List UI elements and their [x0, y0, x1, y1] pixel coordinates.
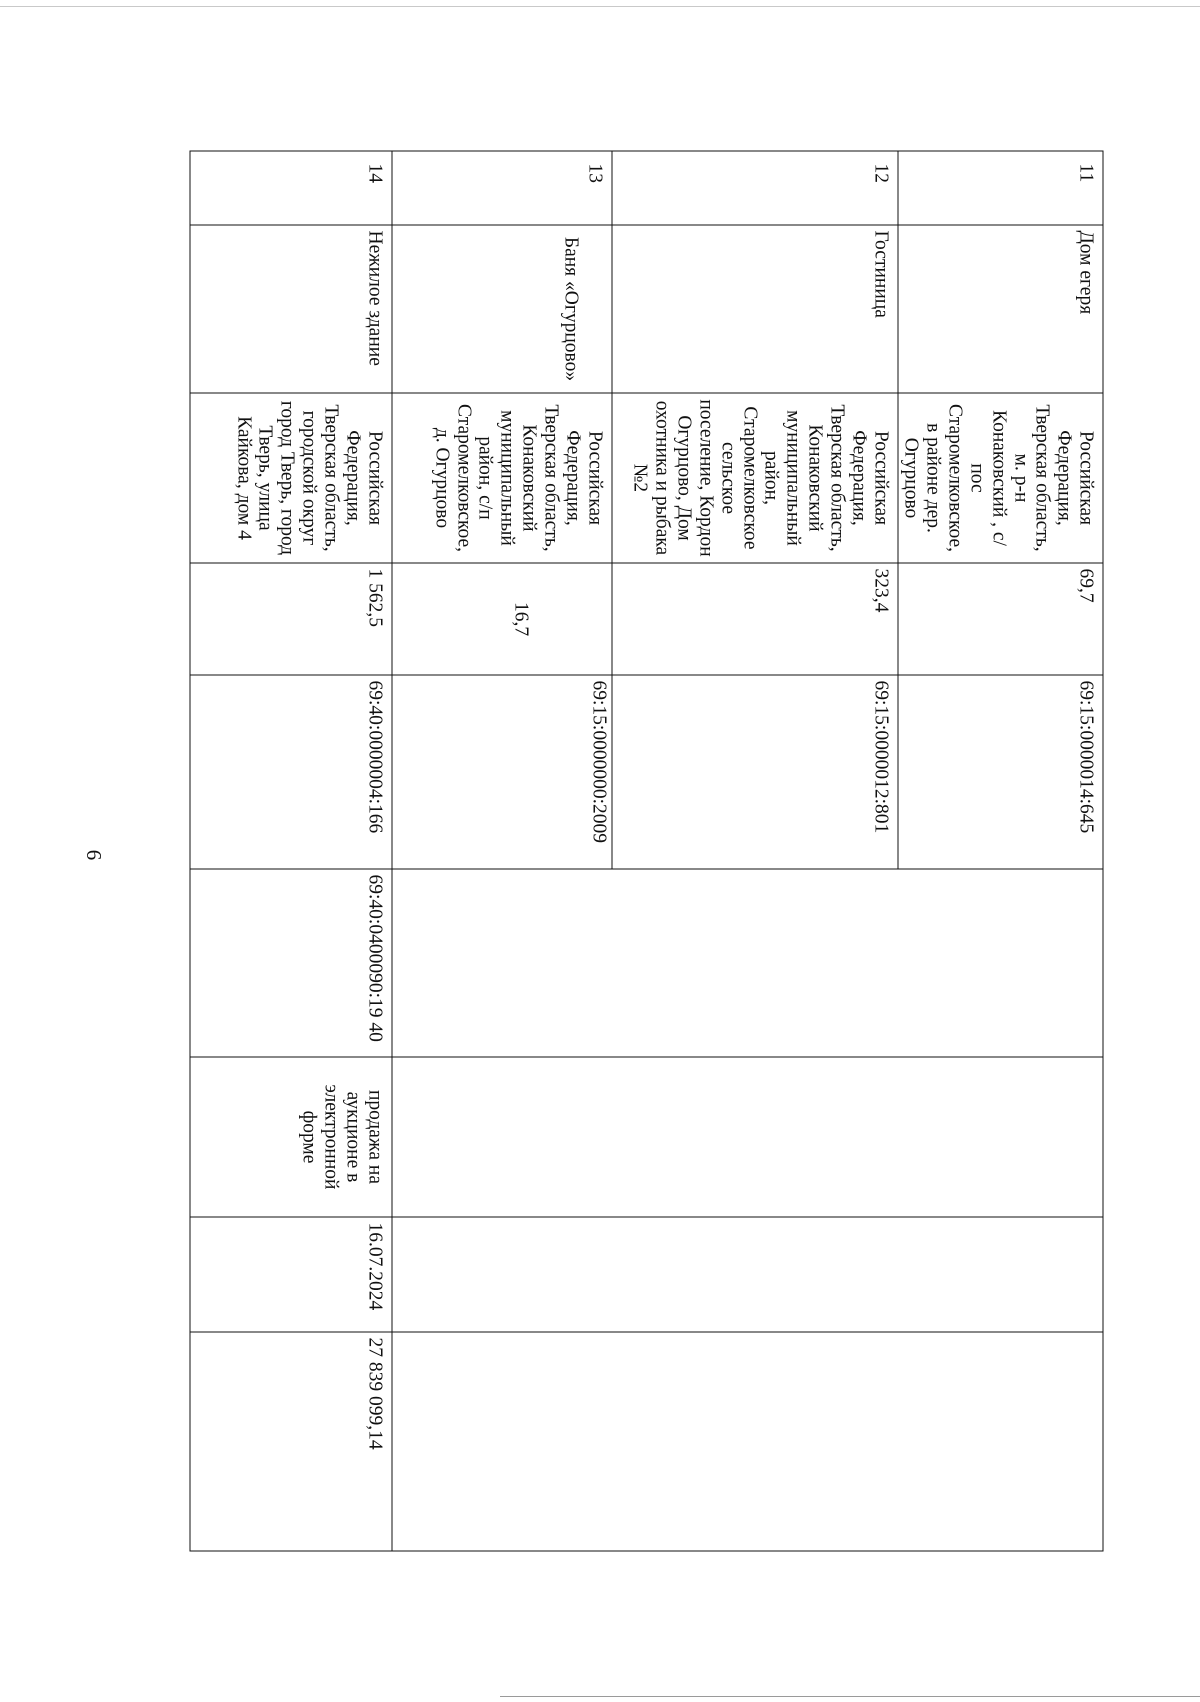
property-table [189, 151, 1103, 1552]
page-number: 6 [82, 849, 106, 861]
object-area: 1 562,5 [190, 563, 392, 675]
land-cadastral-number: 69:40:0400090:19 40 [190, 869, 392, 1057]
object-area: 323,4 [612, 563, 898, 675]
starting-price: 27 839 099,14 [190, 1332, 392, 1551]
cadastral-number: 69:15:0000012:801 [612, 675, 898, 869]
object-address: Российская Федерация, Тверская область, Конаковский муниципальный район, Старомелковское сельское поселение, Кордон Огурцово, Дом охотника и рыбака №2 [612, 393, 898, 563]
object-address: Российская Федерация, Тверская область, Конаковский муниципальный район, с/п Старомелковское, д. Огурцово [392, 393, 612, 563]
object-name: Баня «Огурцово» [392, 225, 612, 393]
cadastral-number: 69:15:0000000:2009 [392, 675, 612, 869]
scan-edge-top [0, 6, 1200, 7]
sale-method: продажа на аукционе в электронной форме [190, 1057, 392, 1217]
object-name: Гостиница [612, 225, 898, 393]
row-number: 14 [190, 151, 392, 225]
row-number: 13 [392, 151, 612, 225]
cadastral-number: 69:15:0000014:645 [898, 675, 1103, 869]
table-rotated-container [201, 151, 1104, 1551]
scan-edge-bottom [500, 1696, 1200, 1697]
object-name: Дом егеря [898, 225, 1103, 393]
object-address: Российская Федерация, Тверская область, м. р-н Конаковский , с/пос Старомелковское, в районе дер. Огурцово [898, 393, 1103, 563]
row-number: 12 [612, 151, 898, 225]
land-cadastral-number [392, 869, 1103, 1057]
object-name: Нежилое здание [190, 225, 392, 393]
cadastral-number: 69:40:0000004:166 [190, 675, 392, 869]
decision-date [392, 1217, 1103, 1332]
object-address: Российская Федерация, Тверская область, городской округ город Тверь, город Тверь, улица Кайкова, дом 4 [190, 393, 392, 563]
table-row [190, 151, 392, 1551]
sale-method [392, 1057, 1103, 1217]
decision-date: 16.07.2024 [190, 1217, 392, 1332]
row-number: 11 [898, 151, 1103, 225]
object-area: 69,7 [898, 563, 1103, 675]
table-row [898, 151, 1103, 1551]
starting-price [392, 1332, 1103, 1551]
object-area: 16,7 [392, 563, 612, 675]
